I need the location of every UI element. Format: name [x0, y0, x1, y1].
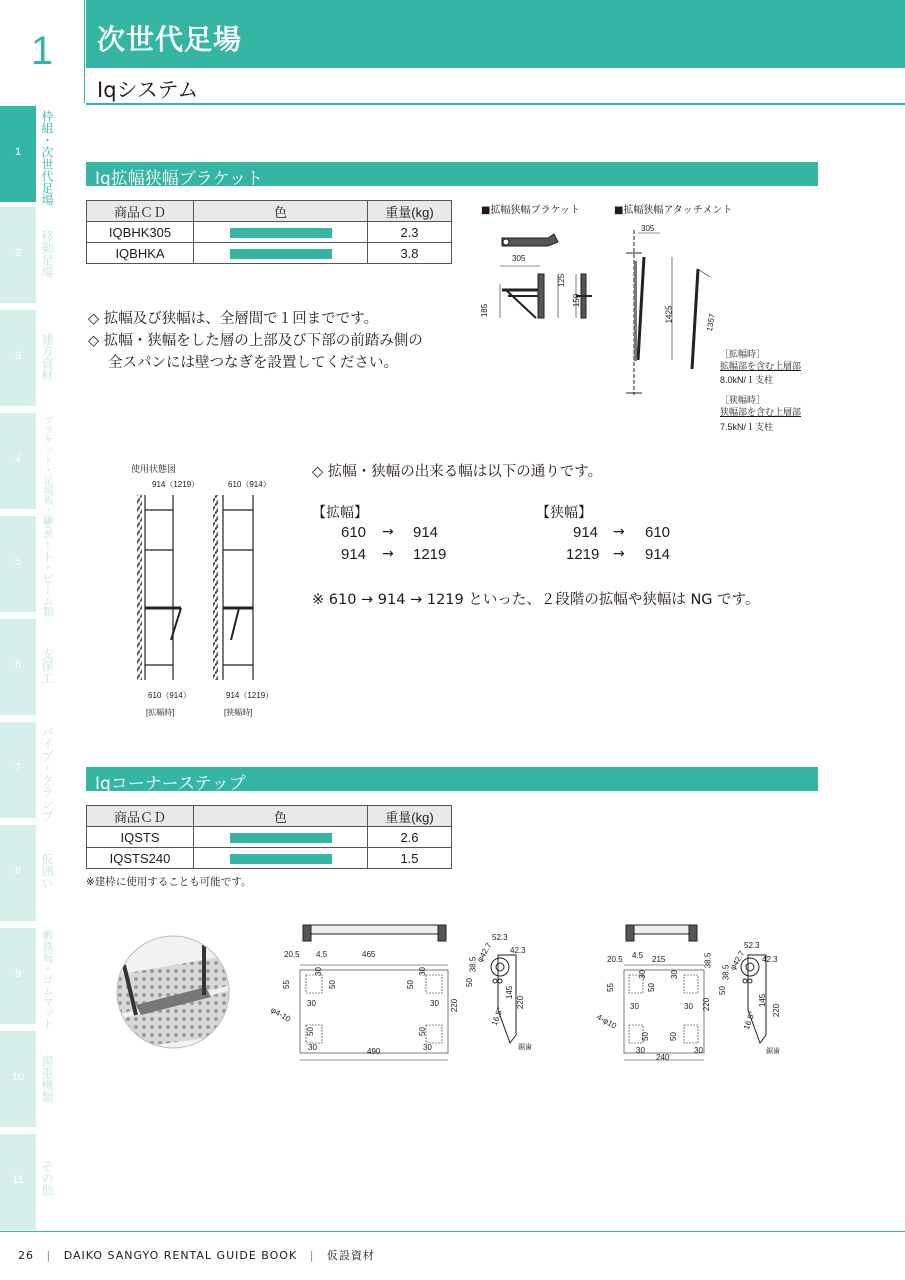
color-swatch [230, 228, 332, 238]
narrow-from: 1219 [566, 546, 600, 563]
weight: 2.6 [368, 827, 452, 848]
dim-label: 30 [423, 1043, 432, 1052]
narrow-to: 610 [645, 524, 671, 541]
table-header: 色 [194, 201, 368, 222]
sidebar-num: 5 [14, 556, 22, 568]
dim-label: 914（1219） [152, 480, 200, 489]
arrow: → [382, 524, 394, 540]
figure-label: ■拡幅狭幅アタッチメント [614, 205, 733, 216]
product-code: IQBHKA [87, 243, 194, 264]
dim-label: 42.3 [510, 946, 526, 955]
dim-label: 490 [367, 1047, 381, 1056]
dim-label: 215 [652, 955, 666, 964]
sidebar-label[interactable]: 支保工 [40, 648, 54, 684]
sidebar-label[interactable]: その他 [40, 1160, 54, 1196]
dim-label: 125 [557, 273, 567, 288]
dim-label: 50 [646, 983, 656, 992]
corner-step-drawing-2 [604, 915, 804, 1065]
dim-label: 50 [640, 1032, 650, 1041]
corner-step-photo [116, 935, 231, 1050]
dim-label: 30 [307, 999, 316, 1008]
figure-caption: [狭幅時] [224, 708, 253, 717]
usage-figure-title: 使用状態図 [131, 464, 177, 474]
bracket-drawing [478, 218, 608, 328]
footer-separator: | [46, 1249, 52, 1262]
dim-label: 220 [702, 997, 712, 1012]
chapter-number: 1 [0, 0, 85, 103]
dim-label: 30 [637, 970, 647, 979]
dim-label: 610（914） [148, 691, 191, 700]
spec-table [86, 200, 452, 264]
dim-label: 30 [636, 1046, 645, 1055]
table-row [87, 222, 452, 243]
expand-title: 【拡幅】 [312, 505, 368, 521]
dim-label: φ4-10 [269, 1005, 293, 1024]
dim-label: 52.3 [744, 941, 760, 950]
dim-label: 220 [450, 998, 460, 1013]
color-swatch-cell [194, 848, 368, 869]
dim-label: 20.5 [284, 950, 300, 959]
sidebar-label[interactable]: ブラケット・足場板・脚立 [41, 415, 52, 535]
expand-to: 1219 [413, 546, 447, 563]
table-header: 重量(kg) [368, 806, 452, 827]
widths-intro: ◇ 拡幅・狭幅の出来る幅は以下の通りです。 [312, 464, 603, 480]
dim-label: φ42.7 [475, 941, 494, 964]
color-swatch-cell [194, 222, 368, 243]
expand-to: 914 [413, 524, 439, 541]
sidebar-num: 8 [14, 865, 22, 877]
figure-label: ■拡幅狭幅ブラケット [481, 205, 580, 216]
product-code: IQBHK305 [87, 222, 194, 243]
sidebar-num: 10 [11, 1071, 25, 1083]
dim-label: 30 [308, 1043, 317, 1052]
note-line: 全スパンには壁つなぎを設置してください。 [108, 355, 398, 371]
dim-label: 465 [362, 950, 376, 959]
color-swatch [230, 249, 332, 259]
table-header: 商品ＣＤ [87, 201, 194, 222]
dim-label: 50 [327, 980, 337, 989]
dim-label: 185 [480, 303, 490, 318]
dim-label: 220 [516, 995, 526, 1010]
dim-label: 4.5 [316, 950, 328, 959]
load-label: 拡幅部を含む上層部 [720, 361, 802, 371]
dim-label: 30 [430, 999, 439, 1008]
dim-label: 305 [512, 254, 526, 263]
table-header: 色 [194, 806, 368, 827]
weight: 1.5 [368, 848, 452, 869]
dim-label: 38.5 [468, 956, 478, 973]
load-value: 7.5kN/１支柱 [720, 422, 774, 432]
dim-label: 240 [656, 1053, 670, 1062]
dim-label: 42.3 [762, 955, 778, 964]
dim-label: 4-φ10 [595, 1012, 619, 1031]
sidebar-label[interactable]: 移動足場 [40, 230, 54, 278]
sidebar-label[interactable]: 敷鉄板・ゴムマット [41, 930, 54, 1029]
dim-label: 50 [464, 978, 474, 987]
dim-label: 30 [694, 1046, 703, 1055]
note-line: ◇ 拡幅及び狭幅は、全層間で１回までです。 [88, 311, 379, 327]
dim-label: 鋸歯 [766, 1048, 780, 1055]
color-swatch [230, 833, 332, 843]
sidebar-num: 9 [14, 968, 22, 980]
expand-from: 914 [341, 546, 367, 563]
table-header: 商品ＣＤ [87, 806, 194, 827]
dim-label: 150 [572, 293, 582, 308]
dim-label: 20.5 [607, 955, 623, 964]
dim-label: 50 [717, 986, 727, 995]
narrow-from: 914 [573, 524, 599, 541]
dim-label: 914（1219） [226, 691, 274, 700]
load-value: 8.0kN/１支柱 [720, 375, 774, 385]
dim-label: 145 [758, 993, 768, 1008]
dim-label: 16.5° [489, 1006, 505, 1027]
dim-label: 610（914） [228, 480, 271, 489]
arrow: → [613, 524, 625, 540]
load-label: ［狭幅時］ [720, 395, 766, 405]
sidebar-num: 11 [12, 1174, 24, 1186]
arrow: → [613, 546, 625, 562]
dim-label: 30 [417, 967, 427, 976]
dim-label: 30 [684, 1002, 693, 1011]
footer [18, 1247, 375, 1263]
dim-label: 38.5 [721, 964, 731, 981]
subtitle-divider [86, 103, 905, 105]
narrow-title: 【狭幅】 [536, 505, 592, 521]
color-swatch-cell [194, 243, 368, 264]
footer-separator: | [309, 1249, 315, 1262]
dim-label: 30 [313, 967, 323, 976]
dim-label: 50 [417, 1027, 427, 1036]
dim-label: 30 [669, 970, 679, 979]
dim-label: 鋸歯 [518, 1044, 532, 1051]
dim-label: 50 [405, 980, 415, 989]
table-header: 重量(kg) [368, 201, 452, 222]
sidebar-num: 1 [14, 146, 22, 158]
sidebar-label[interactable]: 建方資材 [40, 333, 54, 381]
load-label: 狭幅部を含む上層部 [720, 407, 802, 417]
table-row [87, 848, 452, 869]
product-code: IQSTS240 [87, 848, 194, 869]
color-swatch-cell [194, 827, 368, 848]
sidebar-label[interactable]: サポート・ビーム類 [41, 518, 54, 617]
dim-label: 50 [668, 1032, 678, 1041]
book-title: DAIKO SANGYO RENTAL GUIDE BOOK [63, 1249, 298, 1262]
weight: 3.8 [368, 243, 452, 264]
dim-label: 4.5 [632, 951, 644, 960]
sidebar-num: 4 [14, 453, 22, 465]
note-line: ◇ 拡幅・狭幅をした層の上部及び下部の前踏み側の [88, 333, 423, 349]
table-row [87, 243, 452, 264]
dim-label: 1357 [704, 312, 717, 333]
dim-label: 30 [630, 1002, 639, 1011]
sidebar-num: 2 [14, 247, 22, 259]
sidebar-label[interactable]: 枠組・次世代足場 [40, 110, 54, 206]
narrow-to: 914 [645, 546, 671, 563]
arrow: → [382, 546, 394, 562]
page-subtitle: Iqシステム [97, 78, 199, 102]
figure-caption: [拡幅時] [146, 708, 175, 717]
category: 仮設資材 [326, 1249, 375, 1262]
section-note: ※建枠に使用することも可能です。 [86, 876, 252, 888]
section-title: Iq拡幅狭幅ブラケット [95, 169, 263, 189]
product-code: IQSTS [87, 827, 194, 848]
sidebar-label[interactable]: パイプ・クランプ [40, 726, 54, 822]
dim-label: 38.5 [703, 952, 713, 969]
expand-from: 610 [341, 524, 367, 541]
sidebar-num: 6 [14, 659, 22, 671]
page-title: 次世代足場 [97, 23, 243, 56]
dim-label: φ42.7 [728, 949, 747, 972]
dim-label: 16.5° [741, 1010, 757, 1031]
dim-label: 1425 [664, 305, 674, 324]
usage-drawing [135, 490, 275, 685]
color-swatch [230, 854, 332, 864]
sidebar-label[interactable]: 仮囲い [40, 853, 54, 889]
dim-label: 55 [605, 983, 615, 992]
footer-divider [0, 1231, 905, 1232]
dim-label: 50 [305, 1027, 315, 1036]
page-number: 26 [18, 1249, 34, 1262]
dim-label: 55 [281, 980, 291, 989]
weight: 2.3 [368, 222, 452, 243]
dim-label: 145 [505, 985, 515, 1000]
table-row [87, 827, 452, 848]
sidebar-num: 3 [14, 350, 22, 362]
dim-label: 52.3 [492, 933, 508, 942]
dim-label: 220 [772, 1003, 782, 1018]
section-title: Iqコーナーステップ [95, 774, 246, 794]
ng-note: ※ 610 → 914 → 1219 といった、２段階の拡幅や狭幅は NG です。 [312, 592, 760, 608]
load-label: ［拡幅時］ [720, 349, 766, 359]
sidebar-num: 7 [14, 762, 22, 774]
spec-table [86, 805, 452, 869]
dim-label: 305 [641, 224, 655, 233]
sidebar-label[interactable]: 揚重機類 [40, 1055, 54, 1103]
